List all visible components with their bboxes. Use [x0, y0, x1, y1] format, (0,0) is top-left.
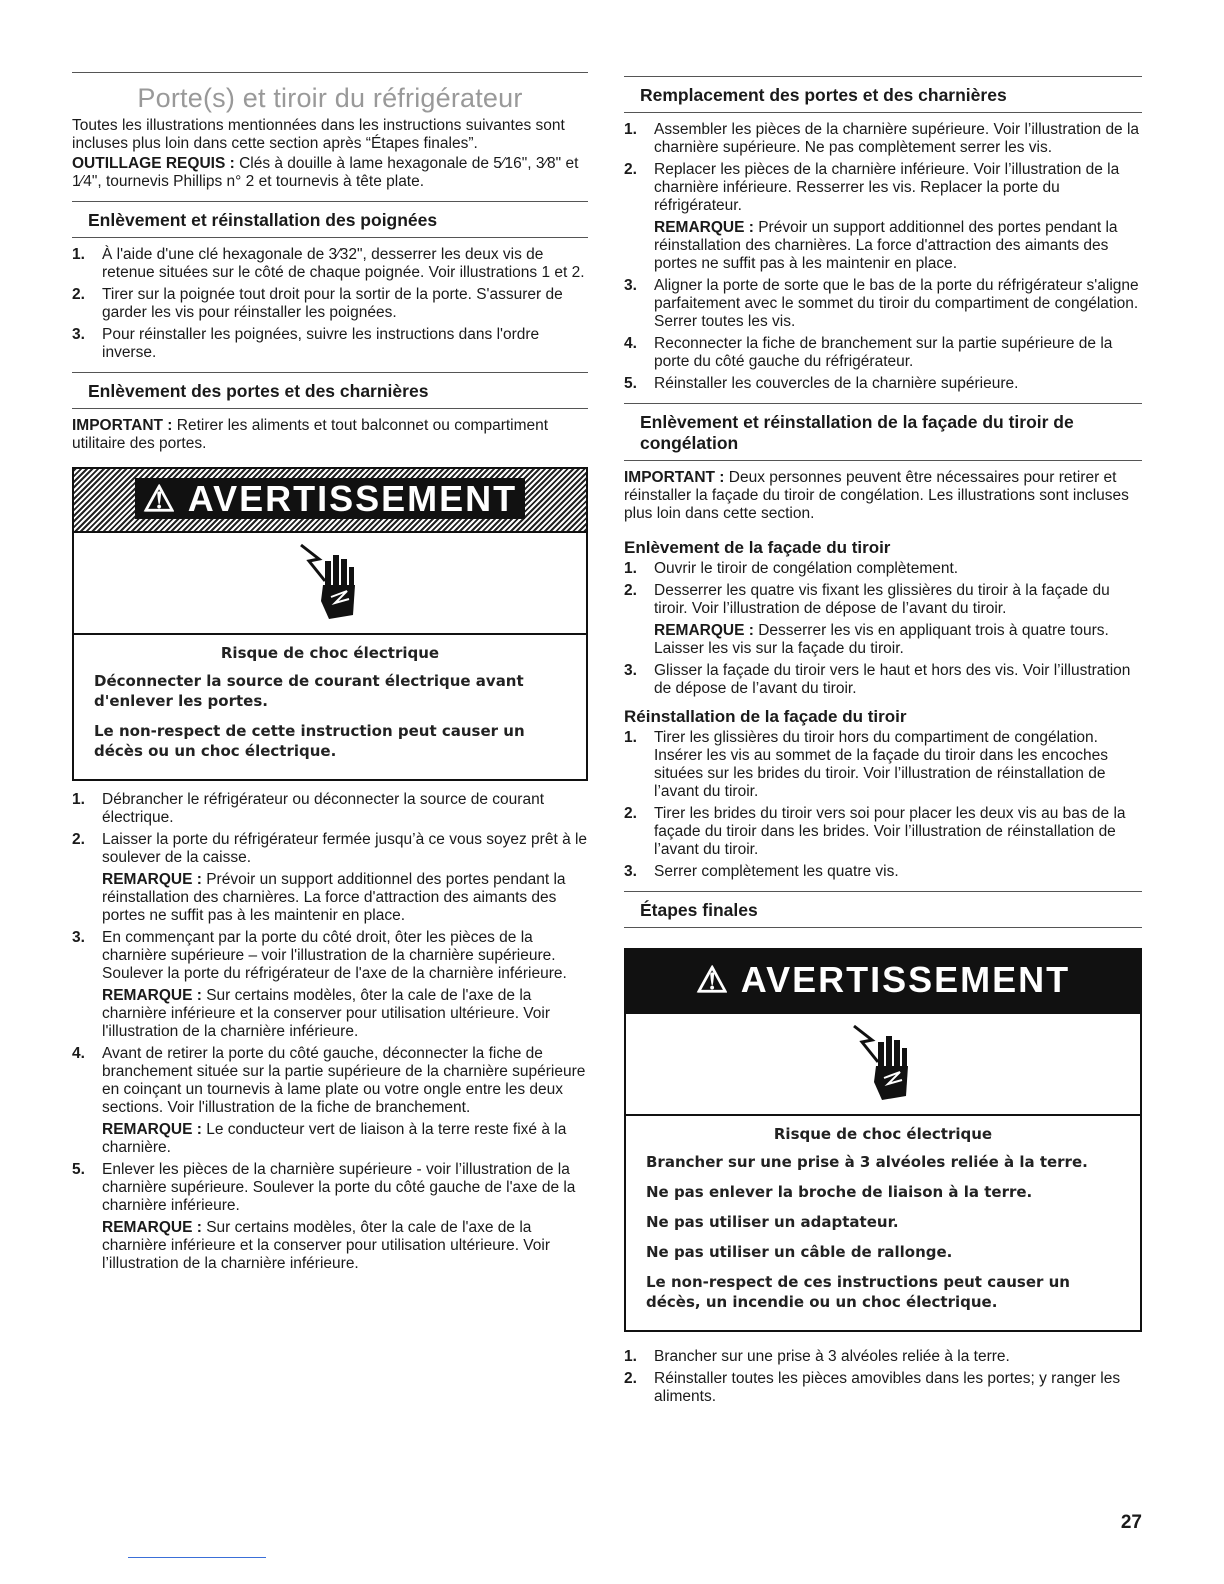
important-paragraph — [624, 469, 1142, 523]
important-text: Deux personnes peuvent être nécessaires pour retirer et réinstaller la façade du tiroir de congélation. Les illustrations sont incluses plus loin dans cette section. — [624, 469, 1129, 522]
top-rule — [72, 72, 588, 73]
item-text: Enlever les pièces de la charnière supérieure - voir l’illustration de la charnière supérieure. Soulever la porte du côté gauche de l'axe de la charnière inférieure. — [102, 1161, 576, 1214]
important-text: Retirer les aliments et tout balconnet ou compartiment utilitaire des portes. — [72, 417, 549, 452]
item-number: 4. — [72, 1045, 85, 1062]
list-item — [624, 1370, 1142, 1406]
warning-line: Brancher sur une prise à 3 alvéoles reliée à la terre. — [646, 1153, 1088, 1171]
tools-text: Clés à douille à lame hexagonale de 5⁄16", 3⁄8" et 1⁄4", tournevis Phillips n° 2 et tournevis à tête plate. — [72, 155, 579, 190]
tools-label: OUTILLAGE REQUIS : — [72, 155, 235, 172]
drawer-removal-list — [624, 560, 1142, 698]
note — [654, 622, 1142, 658]
item-text: Débrancher le réfrigérateur ou déconnecter la source de courant électrique. — [102, 791, 545, 826]
warning-title: AVERTISSEMENT — [740, 959, 1071, 1000]
item-number: 2. — [624, 805, 637, 822]
item-number: 3. — [72, 929, 85, 946]
list-item — [624, 729, 1142, 801]
drawer-reinstall-list — [624, 729, 1142, 881]
item-text: À l'aide d'une clé hexagonale de 3⁄32", desserrer les deux vis de retenue situées sur le côté de chaque poignée. Voir illustrations 1 et 2. — [102, 246, 585, 281]
item-text: Laisser la porte du réfrigérateur fermée jusqu’à ce vous soyez prêt à le soulever de la caisse. — [102, 831, 588, 866]
item-number: 2. — [72, 286, 85, 303]
note — [654, 219, 1142, 273]
note-label: REMARQUE : — [102, 871, 202, 888]
list-item — [72, 1161, 588, 1273]
item-number: 3. — [72, 326, 85, 343]
note-label: REMARQUE : — [102, 987, 202, 1004]
list-item — [624, 662, 1142, 698]
note-text: Le conducteur vert de liaison à la terre reste fixé à la charnière. — [102, 1121, 567, 1156]
final-steps-list — [624, 1348, 1142, 1406]
item-text: Brancher sur une prise à 3 alvéoles reliée à la terre. — [654, 1348, 1010, 1365]
electric-shock-icon — [295, 541, 365, 625]
warning-risk: Risque de choc électrique — [220, 644, 440, 662]
list-item — [624, 560, 1142, 578]
warning-banner-text: ⚠ AVERTISSEMENT — [135, 478, 525, 519]
note-label: REMARQUE : — [102, 1219, 202, 1236]
electric-shock-icon — [848, 1022, 918, 1106]
item-number: 1. — [624, 1348, 637, 1365]
item-number: 2. — [624, 161, 637, 178]
note-label: REMARQUE : — [654, 622, 754, 639]
warning-line: Ne pas utiliser un câble de rallonge. — [646, 1243, 953, 1261]
final-steps-heading: Étapes finales — [624, 891, 1142, 928]
shock-hazard-area — [626, 1012, 1140, 1116]
list-item — [72, 1045, 588, 1157]
list-item — [624, 375, 1142, 393]
item-number: 4. — [624, 335, 637, 352]
note — [102, 871, 588, 925]
item-number: 5. — [72, 1161, 85, 1178]
important-paragraph — [72, 417, 588, 453]
item-number: 3. — [624, 277, 637, 294]
drawer-heading: Enlèvement et réinstallation de la façade du tiroir de congélation — [624, 403, 1142, 461]
list-item — [72, 791, 588, 827]
drawer-reinstall-heading: Réinstallation de la façade du tiroir — [624, 707, 907, 726]
handles-heading: Enlèvement et réinstallation des poignées — [72, 201, 588, 238]
note-text: Sur certains modèles, ôter la cale de l'axe de la charnière inférieure et la conserver pour utilisation ultérieure. Voir l'illustration de la charnière inférieure. — [102, 987, 551, 1040]
warning-line: Déconnecter la source de courant électrique avant d'enlever les portes. — [94, 672, 524, 710]
warning-body — [626, 1116, 1140, 1330]
item-number: 1. — [624, 729, 637, 746]
note-label: REMARQUE : — [102, 1121, 202, 1138]
item-text: Tirer les glissières du tiroir hors du compartiment de congélation. Insérer les vis au sommet de la façade du tiroir dans les encoches situées sur les brides du tiroir. Voir l’illustration de réinstallation de l’avant du tiroir. — [654, 729, 1109, 800]
list-item — [72, 929, 588, 1041]
item-number: 2. — [72, 831, 85, 848]
warning-banner — [74, 469, 586, 531]
warning-line: Ne pas enlever la broche de liaison à la terre. — [646, 1183, 1033, 1201]
list-item — [624, 277, 1142, 331]
note-text: Prévoir un support additionnel des portes pendant la réinstallation des charnières. La force d'attraction des aimants des portes ne suffit pas à les maintenir en place. — [102, 871, 566, 924]
footer-line — [128, 1557, 266, 1558]
item-text: Réinstaller toutes les pièces amovibles dans les portes; y ranger les aliments. — [654, 1370, 1121, 1405]
list-item — [624, 863, 1142, 881]
item-text: Desserrer les quatre vis fixant les glissières du tiroir à la façade du tiroir. Voir l’illustration de dépose de l’avant du tiroir. — [654, 582, 1110, 617]
doors-removal-heading: Enlèvement des portes et des charnières — [72, 372, 588, 409]
list-item — [624, 1348, 1142, 1366]
note-text: Prévoir un support additionnel des portes pendant la réinstallation des charnières. La force d'attraction des aimants des portes ne suffit pas à les maintenir en place. — [654, 219, 1118, 272]
note-label: REMARQUE : — [654, 219, 754, 236]
warning-box — [72, 467, 588, 781]
important-label: IMPORTANT : — [72, 417, 173, 434]
tools-paragraph — [72, 155, 588, 191]
item-text: En commençant par la porte du côté droit, ôter les pièces de la charnière supérieure – voir l'illustration de la charnière supérieure. Soulever la porte du réfrigérateur de l'axe de la charnière inférieure. — [102, 929, 567, 982]
item-text: Reconnecter la fiche de branchement sur la partie supérieure de la porte du côté gauche du réfrigérateur. — [654, 335, 1113, 370]
item-number: 1. — [624, 121, 637, 138]
shock-hazard-area — [74, 531, 586, 635]
list-item — [624, 805, 1142, 859]
page-number: 27 — [1120, 1512, 1142, 1533]
item-text: Ouvrir le tiroir de congélation complètement. — [654, 560, 959, 577]
drawer-removal-heading: Enlèvement de la façade du tiroir — [624, 538, 891, 557]
doors-replace-list — [624, 121, 1142, 393]
doors-replace-heading: Remplacement des portes et des charnières — [624, 76, 1142, 113]
item-number: 1. — [72, 246, 85, 263]
intro-text: Toutes les illustrations mentionnées dans les instructions suivantes sont incluses plus loin dans cette section après “Étapes finales”. — [72, 117, 565, 152]
item-text: Pour réinstaller les poignées, suivre les instructions dans l'ordre inverse. — [102, 326, 540, 361]
note — [102, 1121, 588, 1157]
item-text: Serrer complètement les quatre vis. — [654, 863, 899, 880]
note — [102, 987, 588, 1041]
list-item — [72, 286, 588, 322]
item-number: 2. — [624, 582, 637, 599]
item-number: 1. — [72, 791, 85, 808]
warning-body — [74, 635, 586, 779]
important-label: IMPORTANT : — [624, 469, 725, 486]
item-number: 1. — [624, 560, 637, 577]
list-item — [624, 335, 1142, 371]
handles-list — [72, 246, 588, 362]
item-number: 5. — [624, 375, 637, 392]
note — [102, 1219, 588, 1273]
warning-risk: Risque de choc électrique — [773, 1125, 993, 1143]
list-item — [624, 582, 1142, 658]
list-item — [624, 121, 1142, 157]
item-text: Replacer les pièces de la charnière inférieure. Voir l’illustration de la charnière inférieure. Resserrer les vis. Replacer la porte du réfrigérateur. — [654, 161, 1120, 214]
right-column — [624, 72, 1142, 1410]
list-item — [72, 326, 588, 362]
item-text: Tirer sur la poignée tout droit pour la sortir de la porte. S'assurer de garder les vis pour réinstaller les poignées. — [102, 286, 563, 321]
item-number: 2. — [624, 1370, 637, 1387]
note-text: Desserrer les vis en appliquant trois à quatre tours. Laisser les vis sur la façade du tiroir. — [654, 622, 1109, 657]
note-text: Sur certains modèles, ôter la cale de l'axe de la charnière inférieure et la conserver pour utilisation ultérieure. Voir l’illustration de la charnière inférieure. — [102, 1219, 551, 1272]
item-number: 3. — [624, 662, 637, 679]
item-text: Assembler les pièces de la charnière supérieure. Voir l’illustration de la charnière supérieure. Ne pas complètement serrer les vis. — [654, 121, 1140, 156]
warning-box — [624, 948, 1142, 1332]
page-title: Porte(s) et tiroir du réfrigérateur — [137, 83, 523, 113]
warning-line: Ne pas utiliser un adaptateur. — [646, 1213, 899, 1231]
warning-banner: ⚠ AVERTISSEMENT — [626, 950, 1140, 1012]
warning-line: Le non-respect de cette instruction peut causer un décès ou un choc électrique. — [94, 722, 525, 760]
list-item — [72, 246, 588, 282]
list-item — [72, 831, 588, 925]
item-text: Tirer les brides du tiroir vers soi pour placer les deux vis au bas de la façade du tiroir dans les brides. Voir l’illustration de réinstallation de l’avant du tiroir. — [654, 805, 1126, 858]
left-column — [72, 72, 588, 1277]
warning-title: AVERTISSEMENT — [187, 478, 518, 519]
doors-removal-list — [72, 791, 588, 1273]
item-text: Avant de retirer la porte du côté gauche, déconnecter la fiche de branchement située sur la partie supérieure de la charnière supérieure en coinçant un tournevis à lame plate ou votre ongle entre les deux sections. Voir l'illustration de la fiche de branchement. — [102, 1045, 586, 1116]
warning-line: Le non-respect de ces instructions peut causer un décès, un incendie ou un choc électrique. — [646, 1273, 1070, 1311]
item-text: Réinstaller les couvercles de la charnière supérieure. — [654, 375, 1019, 392]
list-item — [624, 161, 1142, 273]
item-text: Aligner la porte de sorte que le bas de la porte du réfrigérateur s'aligne parfaitement avec le sommet du tiroir du compartiment de congélation. Serrer toutes les vis. — [654, 277, 1139, 330]
item-text: Glisser la façade du tiroir vers le haut et hors des vis. Voir l’illustration de dépose de l’avant du tiroir. — [654, 662, 1131, 697]
item-number: 3. — [624, 863, 637, 880]
